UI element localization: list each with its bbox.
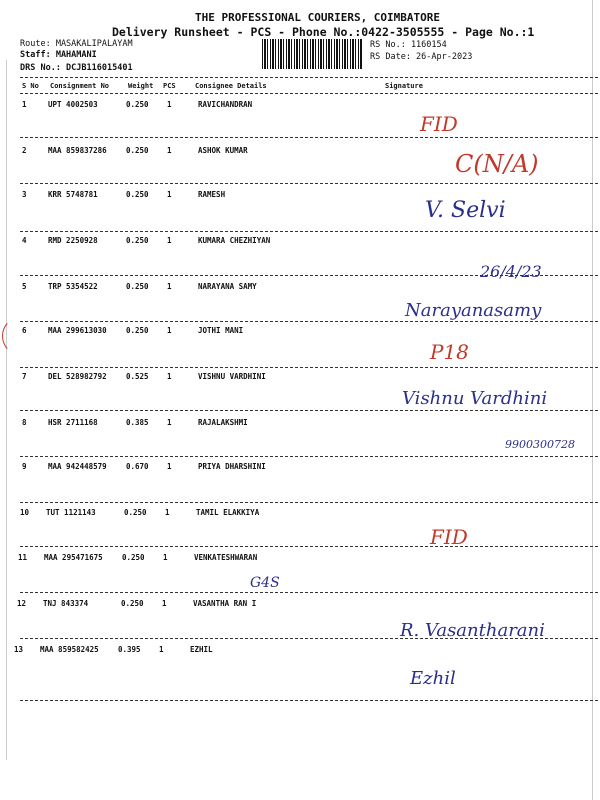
runsheet-title: Delivery Runsheet - PCS - Phone No.:0422-3505555 - Page No.:1 — [112, 25, 535, 39]
cell-consignee: PRIYA DHARSHINI — [198, 462, 266, 471]
cell-weight: 0.385 — [126, 418, 149, 427]
cell-sno: 6 — [22, 326, 27, 335]
cell-pcs: 1 — [167, 100, 172, 109]
cell-consignment: DEL 528982792 — [48, 372, 107, 381]
cell-weight: 0.250 — [126, 146, 149, 155]
row-divider — [20, 700, 598, 701]
cell-consignment: MAA 299613030 — [48, 326, 107, 335]
cell-sno: 5 — [22, 282, 27, 291]
cell-pcs: 1 — [167, 418, 172, 427]
staff-label: Staff: MAHAMANI — [20, 50, 97, 60]
scan-margin-line — [6, 60, 7, 760]
cell-weight: 0.250 — [126, 326, 149, 335]
handwritten-na: C(N/A) — [455, 150, 539, 178]
cell-consignment: RMD 2250928 — [48, 236, 98, 245]
cell-sno: 7 — [22, 372, 27, 381]
cell-consignment: TUT 1121143 — [46, 508, 96, 517]
cell-consignment: MAA 859582425 — [40, 645, 99, 654]
cell-consignee: EZHIL — [190, 645, 213, 654]
cell-consignee: VENKATESHWARAN — [194, 553, 258, 562]
cell-consignment: MAA 942448579 — [48, 462, 107, 471]
rs-no-label: RS No.: 1160154 — [370, 40, 447, 50]
circle-mark — [2, 318, 34, 354]
header-divider-bottom — [20, 93, 598, 94]
row-divider — [20, 367, 598, 368]
cell-pcs: 1 — [167, 372, 172, 381]
cell-weight: 0.670 — [126, 462, 149, 471]
cell-weight: 0.395 — [118, 645, 141, 654]
cell-consignment: TRP 5354522 — [48, 282, 98, 291]
cell-consignee: RAVICHANDRAN — [198, 100, 253, 109]
cell-consignee: RAMESH — [198, 190, 226, 199]
row-divider — [20, 183, 598, 184]
cell-consignee: VISHNU VARDHINI — [198, 372, 266, 381]
col-header-pcs: PCS — [163, 82, 176, 90]
col-header-sno: S No — [22, 82, 39, 90]
cell-weight: 0.250 — [124, 508, 147, 517]
cell-consignment: TNJ 843374 — [43, 599, 89, 608]
cell-sno: 13 — [14, 645, 24, 654]
scan-edge-line — [592, 0, 593, 800]
cell-sno: 8 — [22, 418, 27, 427]
row-divider — [20, 592, 598, 593]
handwritten-date: 26/4/23 — [480, 262, 542, 281]
signature-row-13: Ezhil — [410, 668, 456, 689]
cell-consignee: NARAYANA SAMY — [198, 282, 257, 291]
row-divider — [20, 456, 598, 457]
col-header-consignment: Consignment No — [50, 82, 110, 90]
cell-weight: 0.250 — [126, 236, 149, 245]
col-header-weight: Weight — [128, 82, 154, 90]
cell-consignment: HSR 2711168 — [48, 418, 98, 427]
row-divider — [20, 546, 598, 547]
cell-pcs: 1 — [159, 645, 164, 654]
cell-consignment: MAA 295471675 — [44, 553, 103, 562]
signature-row-7: Vishnu Vardhini — [402, 388, 548, 409]
cell-sno: 12 — [17, 599, 27, 608]
handwritten-fid-2: FID — [430, 525, 468, 549]
cell-weight: 0.250 — [126, 100, 149, 109]
cell-consignee: VASANTHA RAN I — [193, 599, 257, 608]
cell-sno: 10 — [20, 508, 30, 517]
cell-weight: 0.250 — [126, 282, 149, 291]
signature-row-3: V. Selvi — [425, 198, 506, 223]
cell-sno: 4 — [22, 236, 27, 245]
cell-consignee: ASHOK KUMAR — [198, 146, 248, 155]
cell-sno: 9 — [22, 462, 27, 471]
cell-pcs: 1 — [162, 599, 167, 608]
header-divider-top — [20, 77, 598, 78]
cell-weight: 0.250 — [122, 553, 145, 562]
cell-weight: 0.250 — [121, 599, 144, 608]
cell-pcs: 1 — [167, 282, 172, 291]
row-divider — [20, 137, 598, 138]
cell-consignment: UPT 4002503 — [48, 100, 98, 109]
cell-sno: 11 — [18, 553, 28, 562]
cell-sno: 2 — [22, 146, 27, 155]
signature-row-12: R. Vasantharani — [400, 620, 545, 641]
row-divider — [20, 321, 598, 322]
cell-pcs: 1 — [167, 190, 172, 199]
rs-date-label: RS Date: 26-Apr-2023 — [370, 52, 473, 62]
cell-consignment: KRR 5748781 — [48, 190, 98, 199]
cell-pcs: 1 — [165, 508, 170, 517]
cell-pcs: 1 — [167, 462, 172, 471]
cell-consignment: MAA 859837286 — [48, 146, 107, 155]
company-title: THE PROFESSIONAL COURIERS, COIMBATORE — [195, 11, 441, 24]
cell-weight: 0.525 — [126, 372, 149, 381]
barcode — [262, 39, 362, 69]
col-header-signature: Signature — [385, 82, 423, 90]
cell-consignee: JOTHI MANI — [198, 326, 244, 335]
cell-consignee: RAJALAKSHMI — [198, 418, 248, 427]
col-header-consignee: Consignee Details — [195, 82, 267, 90]
cell-pcs: 1 — [167, 146, 172, 155]
handwritten-fid-1: FID — [420, 112, 458, 136]
cell-pcs: 1 — [163, 553, 168, 562]
handwritten-p18: P18 — [430, 340, 469, 364]
row-divider — [20, 231, 598, 232]
cell-consignee: TAMIL ELAKKIYA — [196, 508, 260, 517]
cell-pcs: 1 — [167, 236, 172, 245]
cell-pcs: 1 — [167, 326, 172, 335]
cell-consignee: KUMARA CHEZHIYAN — [198, 236, 271, 245]
route-label: Route: MASAKALIPALAYAM — [20, 39, 133, 49]
signature-row-5: Narayanasamy — [405, 300, 542, 321]
handwritten-g4s: G4S — [250, 575, 280, 591]
cell-weight: 0.250 — [126, 190, 149, 199]
cell-sno: 1 — [22, 100, 27, 109]
drs-label: DRS No.: DCJB116015401 — [20, 63, 133, 73]
handwritten-phone: 9900300728 — [505, 438, 575, 451]
row-divider — [20, 502, 598, 503]
cell-sno: 3 — [22, 190, 27, 199]
row-divider — [20, 410, 598, 411]
